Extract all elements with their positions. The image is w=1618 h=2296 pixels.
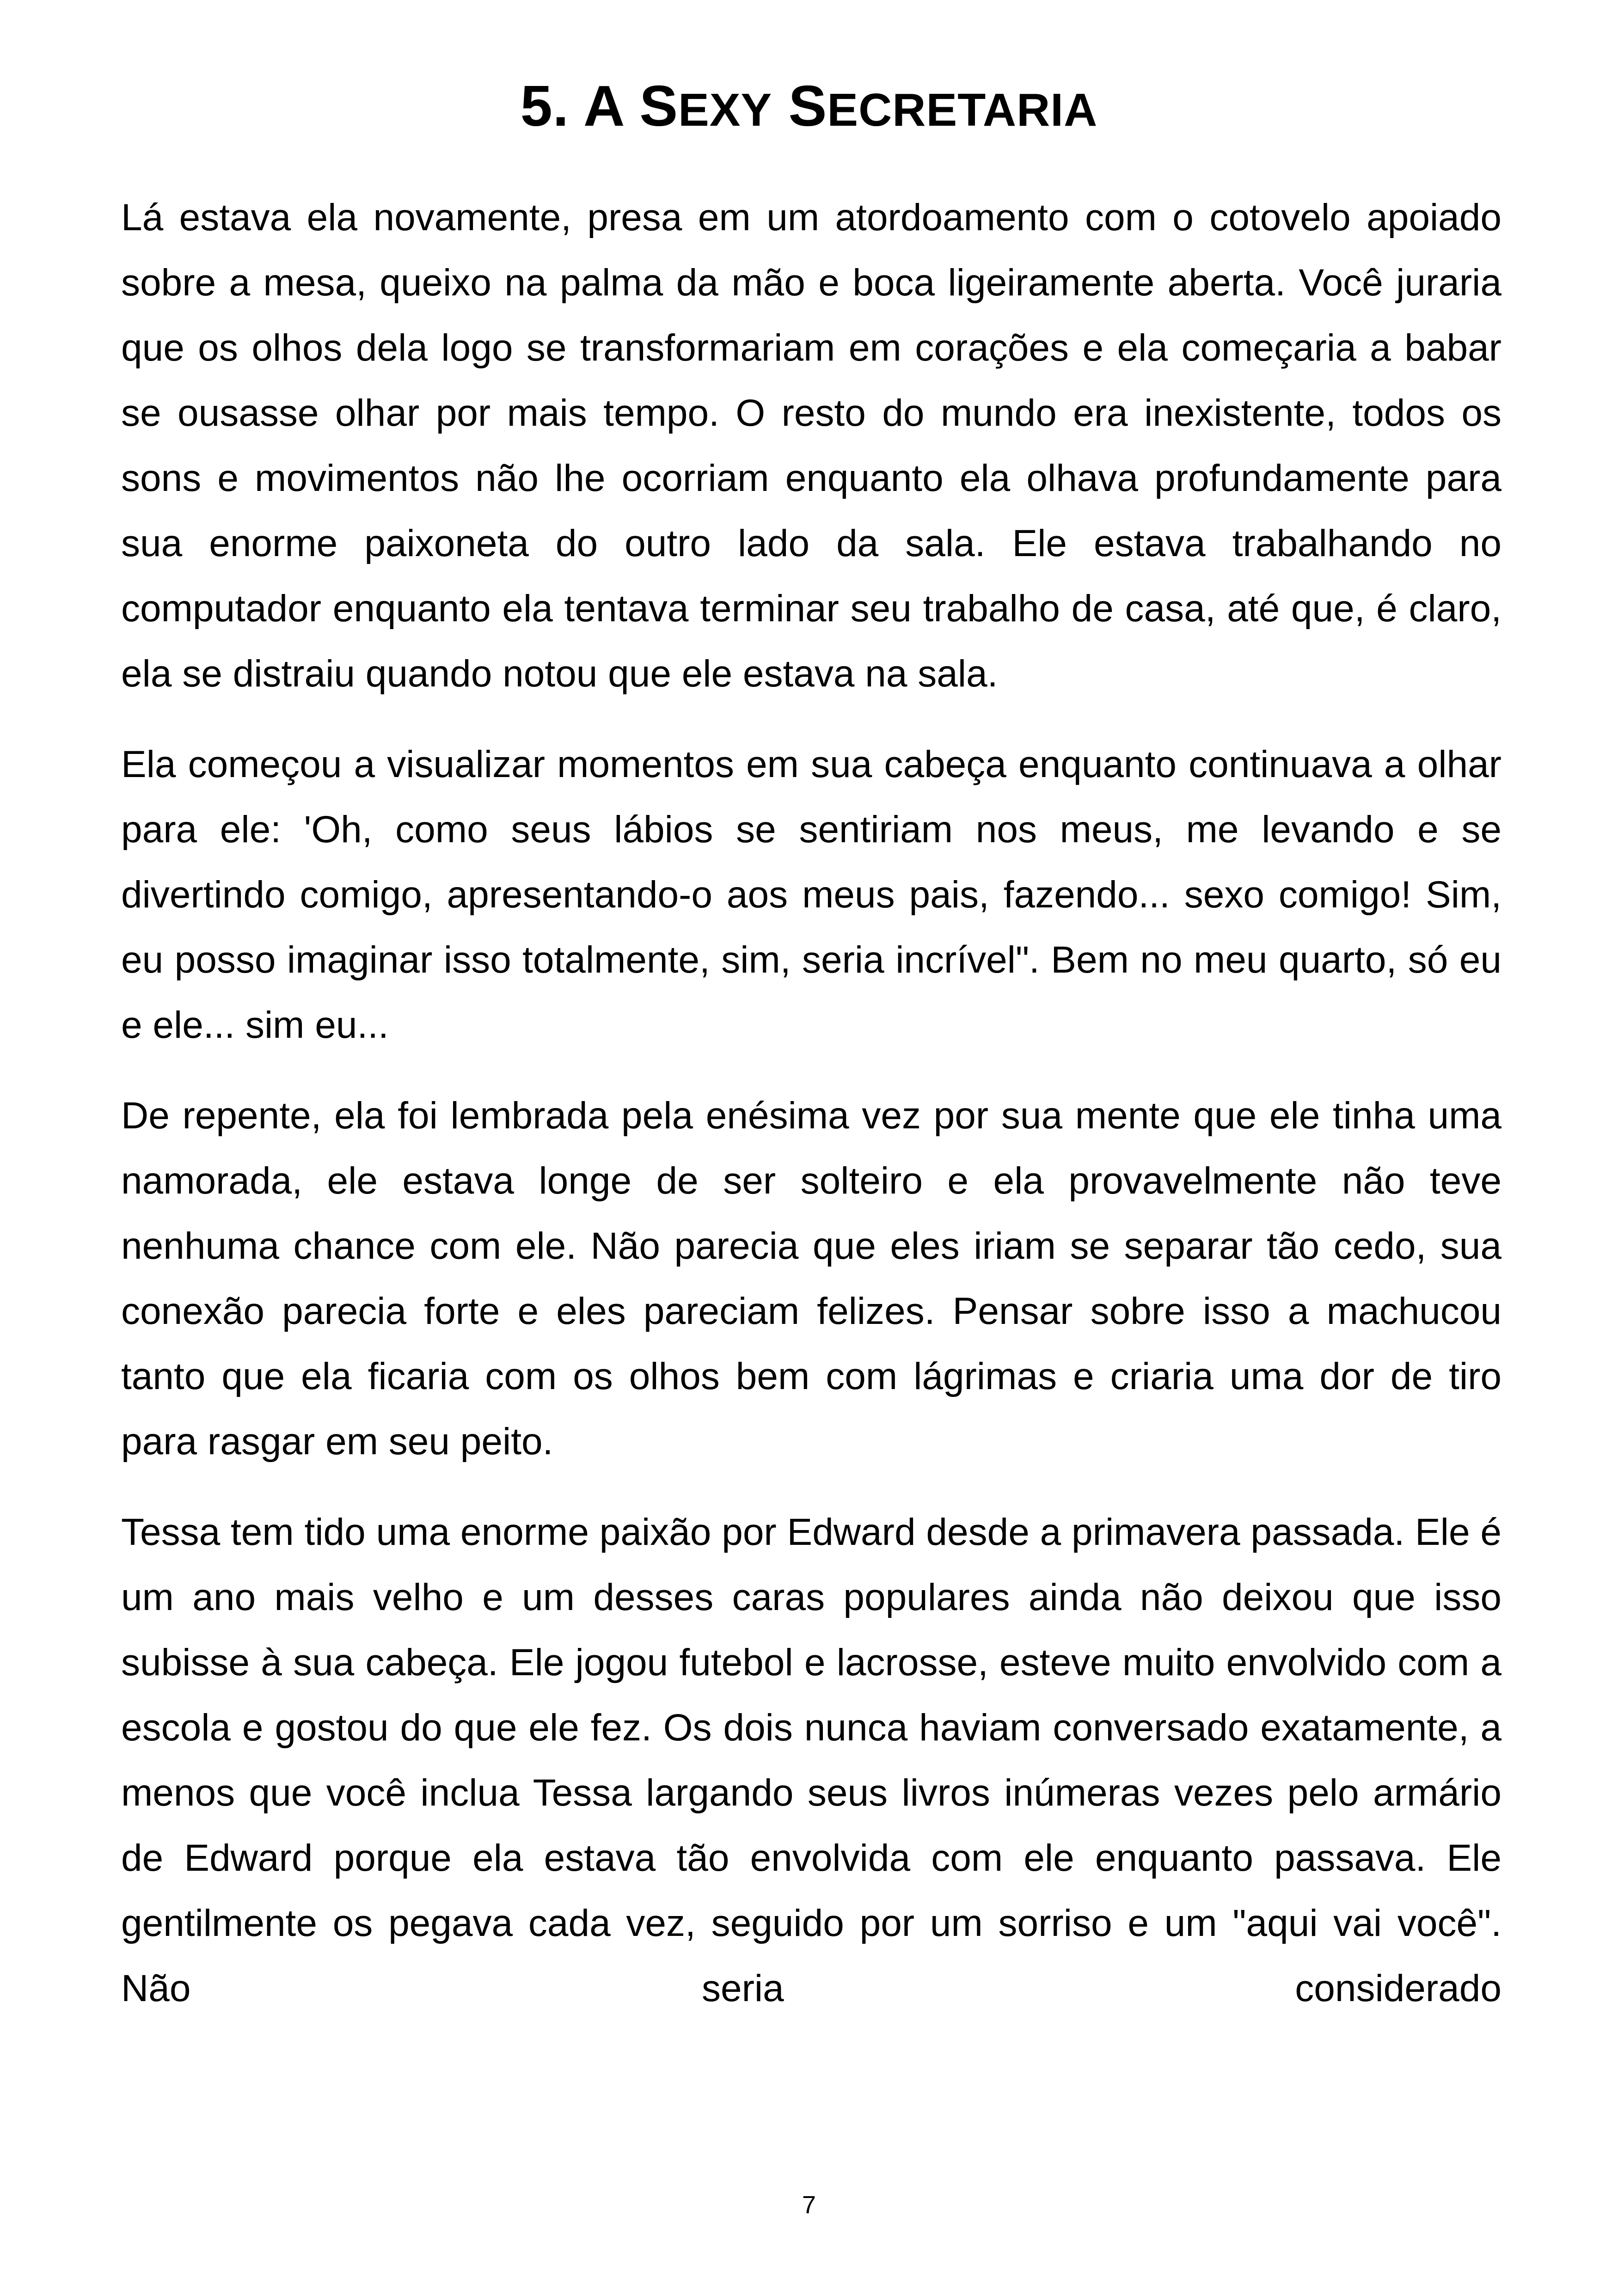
chapter-title-part: S [639, 74, 679, 138]
chapter-title-part [772, 74, 788, 138]
chapter-title [0, 69, 1618, 147]
page-number: 7 [802, 2191, 816, 2219]
paragraph-4: Tessa tem tido uma enorme paixão por Edward desde a primavera passada. Ele é um ano mais velho e um desses caras populares ainda não deixou que isso subisse à sua cabeça. Ele jogou futebol e lacrosse, esteve muito envolvido com a escola e gostou do que ele fez. Os dois nunca haviam conversado exatamente, a menos que você inclua Tessa largando seus livros inúmeras vezes pelo armário de Edward porque ela estava tão envolvida com ele enquanto passava. Ele gentilmente os pegava cada vez, seguido por um sorriso e um "aqui vai você". Não seria considerado [121, 1511, 1502, 2009]
paragraph-3: De repente, ela foi lembrada pela enésima vez por sua mente que ele tinha uma namorada, ele estava longe de ser solteiro e ela provavelmente não teve nenhuma chance com ele. Não parecia que eles iriam se separar tão cedo, sua conexão parecia forte e eles pareciam felizes. Pensar sobre isso a machucou tanto que ela ficaria com os olhos bem com lágrimas e criaria uma dor de tiro para rasgar em seu peito. [121, 1095, 1502, 1463]
chapter-title-part: S [788, 74, 827, 138]
chapter-title-part: EXY [678, 84, 772, 136]
body-text [121, 185, 1502, 2046]
chapter-title-part: A [583, 74, 623, 138]
chapter-title-part [623, 74, 639, 138]
paragraph-1: Lá estava ela novamente, presa em um atordoamento com o cotovelo apoiado sobre a mesa, queixo na palma da mão e boca ligeiramente aberta. Você juraria que os olhos dela logo se transformariam em corações e ela começaria a babar se ousasse olhar por mais tempo. O resto do mundo era inexistente, todos os sons e movimentos não lhe ocorriam enquanto ela olhava profundamente para sua enorme paixoneta do outro lado da sala. Ele estava trabalhando no computador enquanto ela tentava terminar seu trabalho de casa, até que, é claro, ela se distraiu quando notou que ele estava na sala. [121, 196, 1502, 695]
chapter-title-text [583, 74, 1097, 138]
chapter-title-part: ECRETARIA [827, 84, 1098, 136]
paragraph-2: Ela começou a visualizar momentos em sua cabeça enquanto continuava a olhar para ele: 'Oh, como seus lábios se sentiriam nos meus, me levando e se divertindo comigo, apresentando-o aos meus pais, fazendo... sexo comigo! Sim, eu posso imaginar isso totalmente, sim, seria incrível". Bem no meu quarto, só eu e ele... sim eu... [121, 743, 1502, 1046]
chapter-number: 5. [520, 74, 570, 138]
